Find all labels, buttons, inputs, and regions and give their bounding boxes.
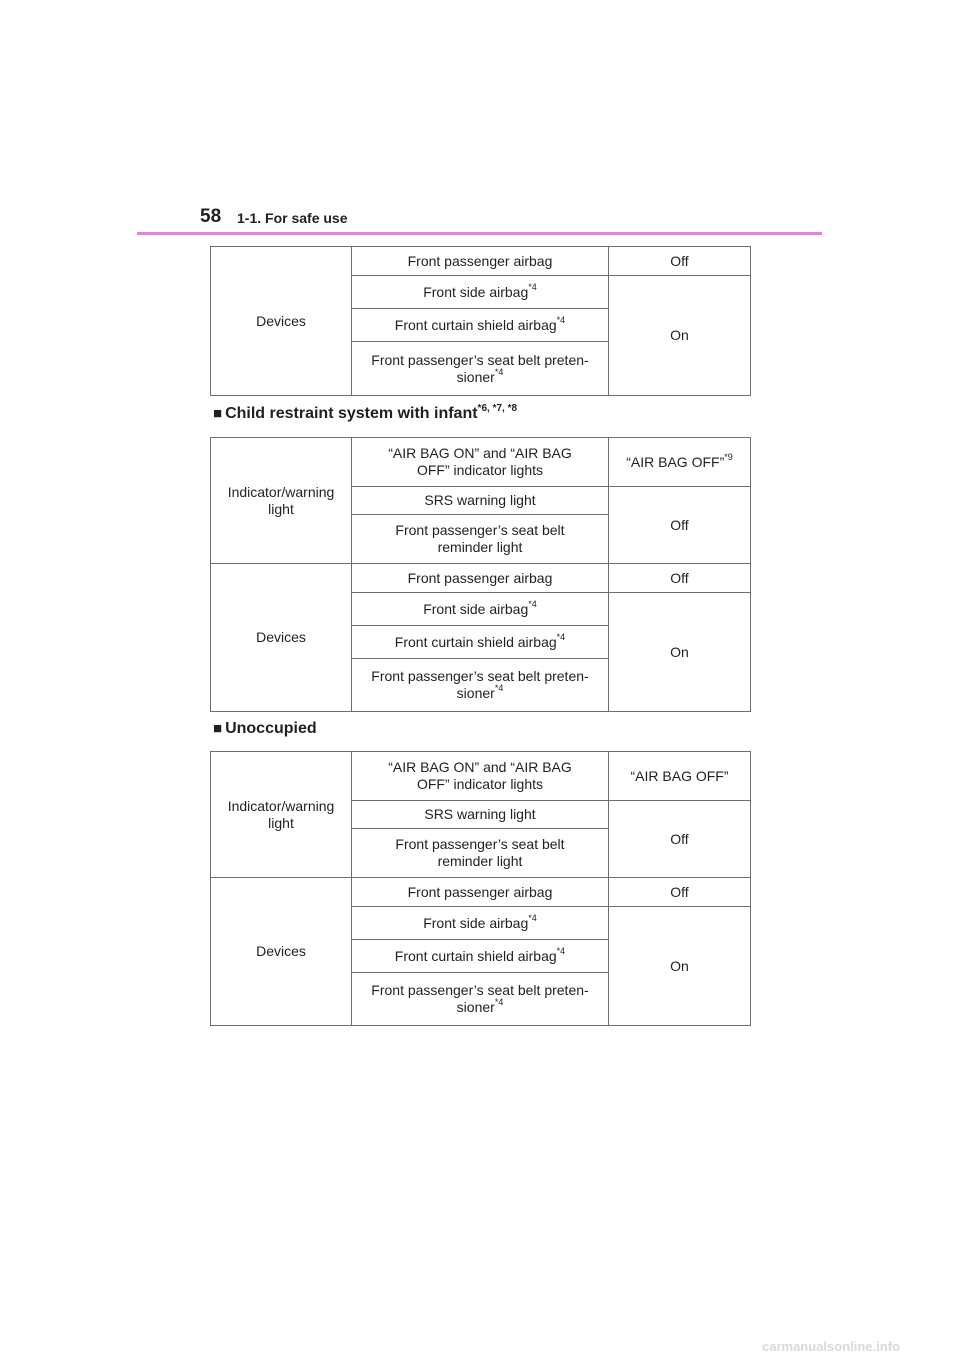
bullet-square-icon: ■	[213, 405, 223, 422]
watermark: carmanualsonline.info	[762, 1339, 900, 1354]
front-passenger-airbag-value: Off	[609, 247, 751, 276]
front-side-airbag-label: Front side airbag$^{*4}$	[352, 276, 609, 309]
footnote-ref: *4	[556, 945, 566, 956]
seat-belt-reminder-label: Front passenger’s seat belt reminder light	[352, 829, 609, 878]
table-row	[211, 247, 751, 276]
footnote-ref: *4	[528, 598, 537, 609]
devices-label: Devices	[211, 247, 352, 396]
airbag-indicator-lights-label: “AIR BAG ON” and “AIR BAG OFF” indicator lights	[352, 752, 609, 801]
footnote-ref: *4	[528, 281, 537, 292]
devices-on-value: On	[609, 593, 751, 712]
footnote-ref: *4	[494, 366, 504, 377]
infant-section-heading: ■ Child restraint system with infant$^{*6, *7, *8}$	[213, 402, 518, 422]
footnote-ref: *4	[556, 314, 566, 325]
table-row	[211, 438, 751, 487]
seat-belt-reminder-label: Front passenger’s seat belt reminder light	[352, 515, 609, 564]
front-curtain-shield-airbag-label: Front curtain shield airbag$^{*4}$	[352, 626, 609, 659]
table-row	[211, 564, 751, 593]
front-passenger-airbag-label: Front passenger airbag	[352, 878, 609, 907]
indicator-warning-label: Indicator/warning light	[211, 438, 352, 564]
devices-table-top	[210, 246, 751, 396]
seat-belt-pretensioner-label: Front passenger’s seat belt preten- sioner$^{*4}$	[352, 342, 609, 396]
airbag-indicator-lights-value: “AIR BAG OFF”$^{*9}$	[609, 438, 751, 487]
header-divider	[137, 232, 822, 235]
front-passenger-airbag-value: Off	[609, 878, 751, 907]
srs-warning-light-label: SRS warning light	[352, 487, 609, 515]
front-side-airbag-label: Front side airbag$^{*4}$	[352, 907, 609, 940]
table-row	[211, 878, 751, 907]
front-passenger-airbag-label: Front passenger airbag	[352, 564, 609, 593]
front-curtain-shield-airbag-label: Front curtain shield airbag$^{*4}$	[352, 940, 609, 973]
footnote-ref: *6, *7, *8	[477, 402, 518, 414]
table-row	[211, 752, 751, 801]
unoccupied-table	[210, 751, 751, 1026]
warning-lights-value: Off	[609, 487, 751, 564]
seat-belt-pretensioner-label: Front passenger’s seat belt preten- sioner$^{*4}$	[352, 659, 609, 712]
devices-on-value: On	[609, 907, 751, 1026]
footnote-ref: *4	[528, 912, 537, 923]
footnote-ref: *4	[494, 997, 504, 1008]
front-side-airbag-label: Front side airbag$^{*4}$	[352, 593, 609, 626]
footnote-ref: *4	[556, 631, 566, 642]
infant-table	[210, 437, 751, 712]
devices-label: Devices	[211, 878, 352, 1026]
footnote-ref: *9	[724, 451, 733, 462]
front-curtain-shield-airbag-label: Front curtain shield airbag$^{*4}$	[352, 309, 609, 342]
seat-belt-pretensioner-label: Front passenger’s seat belt preten- sioner$^{*4}$	[352, 973, 609, 1026]
warning-lights-value: Off	[609, 801, 751, 878]
bullet-square-icon: ■	[213, 720, 223, 737]
page-number: 58	[200, 206, 222, 227]
airbag-indicator-lights-label: “AIR BAG ON” and “AIR BAG OFF” indicator lights	[352, 438, 609, 487]
unoccupied-section-heading: ■ Unoccupied	[213, 720, 317, 737]
srs-warning-light-label: SRS warning light	[352, 801, 609, 829]
front-passenger-airbag-value: Off	[609, 564, 751, 593]
indicator-warning-label: Indicator/warning light	[211, 752, 352, 878]
front-passenger-airbag-label: Front passenger airbag	[352, 247, 609, 276]
airbag-indicator-lights-value: “AIR BAG OFF”	[609, 752, 751, 801]
devices-on-value: On	[609, 276, 751, 396]
section-title: 1-1. For safe use	[237, 210, 348, 226]
devices-label: Devices	[211, 564, 352, 712]
footnote-ref: *4	[494, 683, 504, 694]
